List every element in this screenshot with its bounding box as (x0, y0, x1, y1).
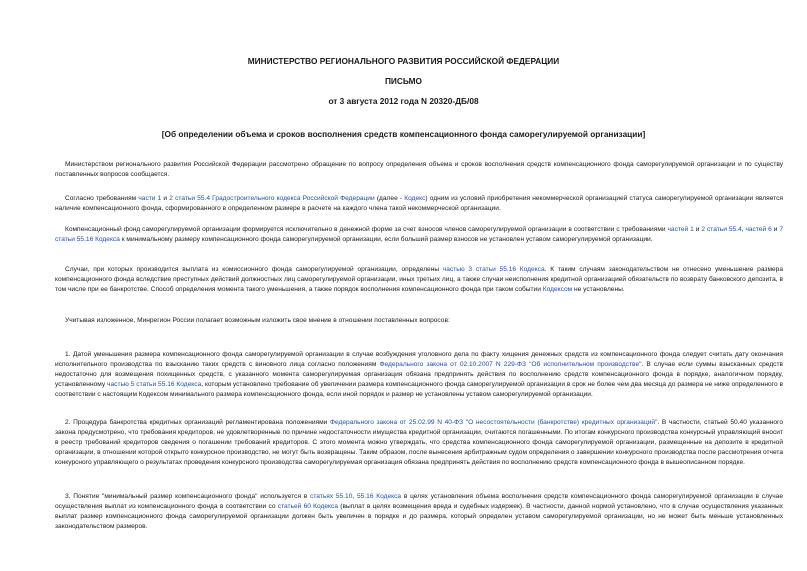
legal-reference-link[interactable]: частей 6 (745, 226, 772, 233)
paragraph-text: в целях установления объема восполнения средств компенсационного фонда саморегулируемой организации в случае осуществления выплат из компенсационного фонда в соответствии со (55, 493, 783, 510)
paragraph-opinion-intro (55, 316, 783, 326)
paragraph-text: (далее - (374, 195, 405, 202)
paragraph-text: , которым установлено требование об увеличении размера компенсационного фонда саморегулируемой организации в срок не более чем два месяца до размера не ниже определенного в соответствии с настоящим Кодексом минимального размера компенсационного фонда, если иной порядок и размер не установлены уставом саморегулируемой организации. (55, 381, 783, 398)
paragraph-text: , (741, 226, 746, 233)
paragraph-text: и (693, 226, 702, 233)
paragraph-requirements (55, 194, 783, 214)
paragraph-text: 3. Понятие "минимальный размер компенсационного фонда" используется в (65, 493, 311, 500)
legal-reference-link[interactable]: Федерального закона от 25.02.99 N 40-ФЗ "О несостоятельности (банкротстве) кредитных организаций" (329, 419, 658, 426)
paragraph-text: и (161, 195, 170, 202)
paragraph-text: не установлены. (572, 286, 625, 293)
legal-reference-link[interactable]: 2 статьи 55.4 (701, 226, 742, 233)
legal-reference-link[interactable]: Кодекс (404, 195, 426, 202)
paragraph-text: 1. Датой уменьшения размера компенсационного фонда саморегулируемой организации в случае возбуждения уголовного дела по факту хищения денежных средств из компенсационного фонда следует считать дату окончания исполнительного производства по взысканию таких средств с виновного лица согласно положениям (55, 351, 783, 368)
paragraph-text: 2. Процедура банкротства кредитных организаций регламентирована положениями (65, 419, 330, 426)
paragraph-point-3 (55, 492, 783, 532)
legal-reference-link[interactable]: частью 3 статьи 55.16 Кодекса (442, 266, 545, 273)
paragraph-text: . В частности, статьей 50.40 указанного закона предусмотрено, что требования кредиторов, не удовлетворенные по причине недостаточности имущества кредитной организации, считаются погашенными. По итогам конкурсного производства конкурсный управляющий вносит в реестр требований кредиторов сведения о погашении требований кредиторов. С этого момента можно утверждать, что средства компенсационного фонда саморегулируемой организации, размещенные на депозите в кредитной организации, в отношении которой открыто конкурсное производство, не могут быть возвращены. Таким образом, после вынесения арбитражным судом определения о завершении конкурсного производства после рассмотрения отчета конкурсного управляющего о результатах проведения конкурсного производства саморегулируемая организация обязана предпринять действия по восполнению средств компенсационного фонда в вышеописанном порядке. (55, 419, 783, 466)
document-type: ПИСЬМО (384, 76, 423, 86)
paragraph-point-1 (55, 350, 783, 400)
paragraph-text: Министерством регионального развития Российской Федерации рассмотрено обращение по вопросу определения объема и сроков восполнения средств компенсационного фонда саморегулируемой организации и по существу поставленных вопросов сообщается. (55, 161, 783, 178)
paragraph-point-2 (55, 418, 783, 468)
paragraph-text: . В случае если суммы взысканных средств недостаточно для возмещения похищенных средств, с указанного момента саморегулируемая организация обязана предпринять действия по восполнению средств компенсационного фонда в порядке, аналогичном порядку, установленному (55, 361, 783, 388)
paragraph-text: Случаи, при которых производится выплата из комиссионного фонда саморегулируемой организации, определены (65, 266, 443, 273)
legal-reference-link[interactable]: 55.16 Кодекса (357, 493, 402, 500)
paragraph-fund-formation (55, 225, 783, 245)
paragraph-intro (55, 160, 783, 180)
paragraph-text: . К таким случаям законодательством не отнесено уменьшение размера компенсационного фонда вследствие преступных действий должностных лиц саморегулируемой организации, иных третьих лиц, а также случаи неисполнения кредитной организацией обязательств по возврату банковского депозита, в том числе при ее банкротстве. Способ определения момента такого уменьшения, а также порядок восполнения компенсационного фонда при таком событии (55, 266, 783, 293)
legal-reference-link[interactable]: статьях 55.10 (310, 493, 353, 500)
paragraph-text: Учитывая изложенное, Минрегион России полагает возможным изложить свое мнение в отношении поставленных вопросов: (65, 317, 450, 324)
paragraph-text: ) одним из условий приобретения некоммерческой организацией статуса саморегулируемой организации является наличие компенсационного фонда, сформированного в определенном размере в расчете на каждого члена такой некоммерческой организации. (55, 195, 783, 212)
paragraph-payout-cases (55, 265, 783, 295)
legal-reference-link[interactable]: частей 1 (667, 226, 694, 233)
paragraph-text: Компенсационный фонд саморегулируемой организации формируется исключительно в денежной форме за счет взносов членов саморегулируемой организации в соответствии с требованиями (65, 226, 668, 233)
legal-reference-link[interactable]: Кодексом (542, 286, 573, 293)
document-date-number: от 3 августа 2012 года N 20320-ДБ/08 (328, 96, 479, 106)
legal-reference-link[interactable]: 2 статьи 55.4 Градостроительного кодекса Российской Федерации (169, 195, 375, 202)
legal-reference-link[interactable]: части 1 (138, 195, 162, 202)
ministry-heading: МИНИСТЕРСТВО РЕГИОНАЛЬНОГО РАЗВИТИЯ РОССИЙСКОЙ ФЕДЕРАЦИИ (247, 56, 560, 66)
paragraph-text: к минимальному размеру компенсационного фонда саморегулируемой организации, если больший размер взносов не установлен уставом саморегулируемой организации. (119, 236, 653, 243)
paragraph-text: (выплат в целях возмещения вреда и судебных издержек). В частности, данной нормой установлено, что в случае осуществления указанных выплат размер компенсационного фонда саморегулируемой организации должен быть увеличен в порядке и до размера, который определен уставом саморегулируемой организации, но не может быть меньше установленных законодательством размеров. (55, 503, 783, 530)
paragraph-text: , (352, 493, 357, 500)
document-subject: [Об определении объема и сроков восполнения средств компенсационного фонда саморегулируемой организации] (161, 129, 646, 139)
paragraph-text: и (771, 226, 780, 233)
legal-reference-link[interactable]: 7 статьи 55.16 Кодекса (55, 226, 784, 243)
legal-reference-link[interactable]: Федерального закона от 02.10.2007 N 229-ФЗ "Об исполнительном производстве" (379, 361, 642, 368)
paragraph-text: Согласно требованиям (65, 195, 139, 202)
legal-reference-link[interactable]: статьей 60 Кодекса (277, 503, 338, 510)
legal-reference-link[interactable]: частью 5 статьи 55.16 Кодекса (107, 381, 202, 388)
